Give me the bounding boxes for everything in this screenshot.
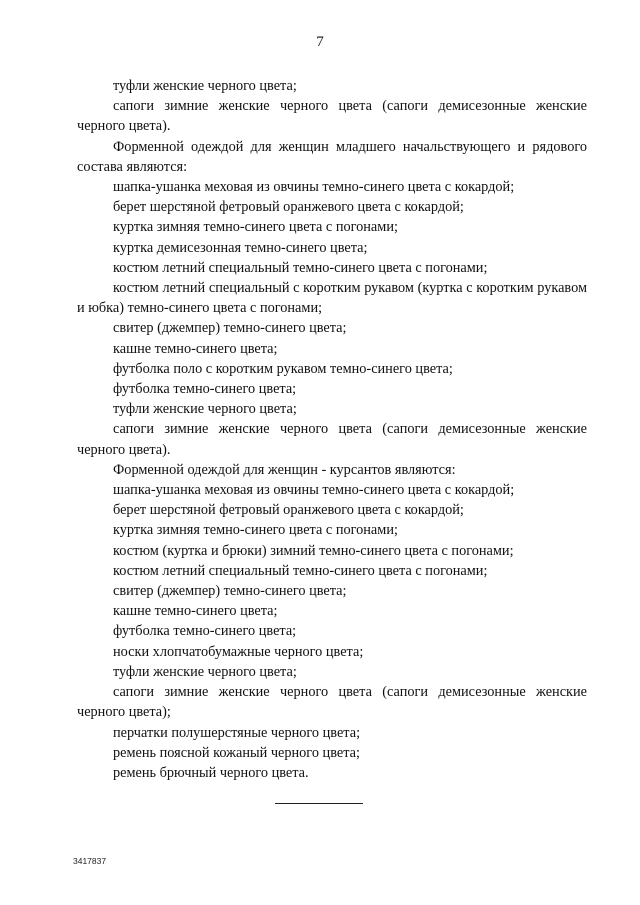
list-item: свитер (джемпер) темно-синего цвета; bbox=[113, 583, 347, 600]
list-item: туфли женские черного цвета; bbox=[113, 401, 297, 418]
list-item: кашне темно-синего цвета; bbox=[113, 603, 278, 620]
list-item: костюм летний специальный с коротким рукавом (куртка с коротким рукавом и юбка) темно-синего цвета с погонами; bbox=[77, 280, 587, 317]
list-item: кашне темно-синего цвета; bbox=[113, 340, 278, 357]
list-item: костюм летний специальный темно-синего цвета с погонами; bbox=[113, 259, 488, 276]
list-item: сапоги зимние женские черного цвета (сапоги демисезонные женские черного цвета). bbox=[77, 98, 587, 135]
list-item: шапка-ушанка меховая из овчины темно-синего цвета с кокардой; bbox=[113, 179, 515, 196]
list-item: ремень поясной кожаный черного цвета; bbox=[113, 744, 360, 761]
document-code: 3417837 bbox=[73, 856, 107, 866]
list-item: футболка темно-синего цвета; bbox=[113, 623, 297, 640]
section-heading: Форменной одеждой для женщин - курсантов являются: bbox=[113, 461, 456, 478]
list-item: берет шерстяной фетровый оранжевого цвета с кокардой; bbox=[113, 199, 464, 216]
end-divider bbox=[275, 803, 363, 804]
list-item: футболка темно-синего цвета; bbox=[113, 381, 297, 398]
list-item: куртка демисезонная темно-синего цвета; bbox=[113, 239, 368, 256]
list-item: туфли женские черного цвета; bbox=[113, 663, 297, 680]
list-item: свитер (джемпер) темно-синего цвета; bbox=[113, 320, 347, 337]
list-item: ремень брючный черного цвета. bbox=[113, 764, 309, 781]
document-body bbox=[77, 76, 587, 783]
list-item: костюм (куртка и брюки) зимний темно-синего цвета с погонами; bbox=[113, 542, 514, 559]
list-item: сапоги зимние женские черного цвета (сапоги демисезонные женские черного цвета); bbox=[77, 684, 587, 721]
page-number: 7 bbox=[316, 34, 324, 50]
list-item: перчатки полушерстяные черного цвета; bbox=[113, 724, 361, 741]
section-heading: Форменной одеждой для женщин младшего начальствующего и рядового состава являются: bbox=[77, 138, 587, 175]
list-item: куртка зимняя темно-синего цвета с погонами; bbox=[113, 219, 398, 236]
list-item: сапоги зимние женские черного цвета (сапоги демисезонные женские черного цвета). bbox=[77, 421, 587, 458]
list-item: туфли женские черного цвета; bbox=[113, 78, 297, 94]
list-item: футболка поло с коротким рукавом темно-синего цвета; bbox=[113, 360, 453, 377]
list-item: берет шерстяной фетровый оранжевого цвета с кокардой; bbox=[113, 502, 464, 519]
list-item: носки хлопчатобумажные черного цвета; bbox=[113, 643, 364, 660]
list-item: куртка зимняя темно-синего цвета с погонами; bbox=[113, 522, 398, 539]
list-item: костюм летний специальный темно-синего цвета с погонами; bbox=[113, 562, 488, 579]
list-item: шапка-ушанка меховая из овчины темно-синего цвета с кокардой; bbox=[113, 482, 515, 499]
